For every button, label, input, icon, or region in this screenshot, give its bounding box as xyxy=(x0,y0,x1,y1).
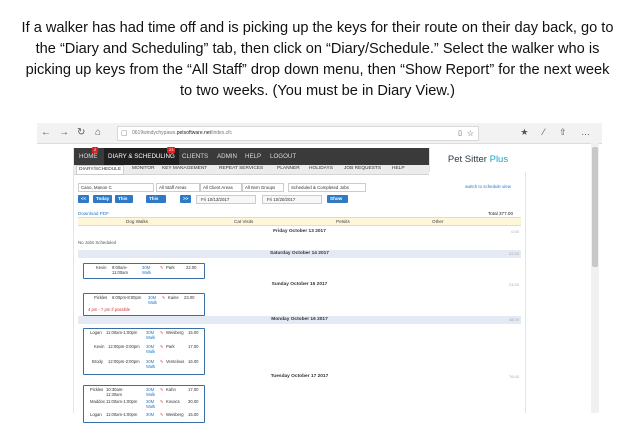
tab-planner[interactable]: PLANNER xyxy=(277,166,300,171)
job-card-mon[interactable]: Logan 11:00am-1:00pm 30M ✎ Weisberg 15.00 Walk Kevin 12:00pm-2:00pm 30M ✎ Park 17.00 Walk Brody 12:00pm-2:00pm 30M ✎ Ventelous 16.00 Walk xyxy=(83,328,205,375)
day-header-fri: Friday October 13 2017 0.00 xyxy=(273,229,519,234)
show-report-button[interactable]: Show Report xyxy=(327,195,348,203)
col-dog-walks: Dog Walks xyxy=(126,219,149,224)
this-month-button[interactable]: This Month xyxy=(146,195,166,203)
staff-areas-select[interactable]: All Staff Areas xyxy=(156,183,200,192)
date-to-field[interactable]: Fri 10/20/2017 xyxy=(262,195,322,204)
job-line[interactable]: Logan 11:00am-1:00pm 30M ✎ Weisberg 15.00 xyxy=(90,330,199,335)
nav-clients[interactable]: CLIENTS xyxy=(182,153,209,160)
favorite-star-icon[interactable]: ☆ xyxy=(466,129,474,138)
job-card-tue[interactable]: Pickles 10:30am-11:30am 30M ✎ Kahn 17.00 Walk Maddox 11:00am-1:00pm 30M ✎ Kovacs 30.00 Walk Logan 11:00am-1:00pm 30M ✎ Weisberg 15.00 xyxy=(83,385,205,423)
this-week-button[interactable]: This Week xyxy=(115,195,133,203)
nav-logout[interactable]: LOGOUT xyxy=(270,153,297,160)
nav-diary-scheduling[interactable]: DIARY & SCHEDULING xyxy=(104,148,179,165)
day-header-sun: Sunday October 15 2017 23.00 xyxy=(271,282,519,287)
job-line[interactable]: Kevin 12:00pm-2:00pm 30M ✎ Park 17.00 xyxy=(94,344,199,349)
diary-badge: 23 xyxy=(169,147,174,152)
job-line[interactable]: Pickles 6:00pm-8:00pm 30M ✎ Kaine 23.00 xyxy=(94,295,195,300)
job-line[interactable]: Maddox 11:00am-1:00pm 30M ✎ Kovacs 30.00 xyxy=(90,399,199,404)
paw-icon: ✎ xyxy=(160,359,164,364)
jobs-select[interactable]: Scheduled & Completed Jobs xyxy=(288,183,366,192)
back-icon[interactable]: ← xyxy=(41,127,51,138)
browser-toolbar xyxy=(37,123,602,144)
staff-select[interactable]: Cano, Manon C xyxy=(78,183,154,192)
col-cat-visits: Cat Visits xyxy=(234,219,254,224)
home-badge: 2 xyxy=(94,147,97,152)
tab-help[interactable]: HELP xyxy=(392,166,405,171)
lock-icon: ▢ xyxy=(121,130,128,137)
download-pdf-link[interactable]: Download PDF xyxy=(78,211,109,216)
paw-icon: ✎ xyxy=(160,265,164,270)
day-header-mon: Monday October 16 2017 48.00 xyxy=(78,316,521,324)
browser-action-icons[interactable]: ★ ⁄ ⇧ … xyxy=(520,127,596,137)
paw-icon: ✎ xyxy=(162,295,166,300)
day-header-sat: Saturday October 14 2017 22.00 xyxy=(78,250,521,258)
tab-repeat-services[interactable]: REPEAT SERVICES xyxy=(219,166,264,171)
address-url: 0619windychypaws.petsoftware.net/index.cfc xyxy=(132,130,233,136)
client-areas-select[interactable]: All Client Areas xyxy=(200,183,242,192)
instruction-text: If a walker has had time off and is picking up the keys for their route on their day back, go to the “Diary and Scheduling” tab, then click on “Diary/Schedule.” Select the walker who is picking up keys from the “All Staff” drop down menu, then “Show Report” for the next week to two weeks. (You must be in Diary View.) xyxy=(21,20,614,99)
day-header-tue: Tuesday October 17 2017 76.00 xyxy=(270,374,519,379)
forward-icon[interactable]: → xyxy=(59,127,69,138)
nav-home[interactable]: HOME xyxy=(79,153,98,160)
tab-key-management[interactable]: KEY MANAGEMENT xyxy=(162,166,208,171)
col-petsits: Petsits xyxy=(336,219,350,224)
tab-holidays[interactable]: HOLIDAYS xyxy=(309,166,333,171)
nav-help[interactable]: HELP xyxy=(245,153,262,160)
switch-schedule-view-link[interactable]: switch to schedule view xyxy=(465,184,511,189)
tab-diary-schedule[interactable]: DIARY/SCHEDULE xyxy=(76,165,124,175)
brand-logo: Pet Sitter Plus xyxy=(429,148,526,172)
job-line[interactable]: Pickles 10:30am-11:30am 30M ✎ Kahn 17.00 xyxy=(90,387,199,397)
no-jobs-text: No Jobs Scheduled xyxy=(78,240,117,245)
item-groups-select[interactable]: All Item Groups xyxy=(242,183,284,192)
col-other: Other xyxy=(432,219,444,224)
page-scrollbar[interactable] xyxy=(591,143,599,413)
column-header-row xyxy=(78,217,521,226)
job-card-sat[interactable]: Kevin 9:00am-11:00am 30M ✎ Park 22.00 Walk xyxy=(83,263,205,279)
next-button[interactable]: >> xyxy=(180,195,191,203)
home-icon[interactable]: ⌂ xyxy=(95,127,102,138)
nav-admin[interactable]: ADMIN xyxy=(217,153,237,160)
address-bar[interactable] xyxy=(117,126,479,141)
date-from-field[interactable]: Fri 10/13/2017 xyxy=(196,195,256,204)
report-total: Total 377.00 xyxy=(488,211,514,216)
app-page xyxy=(73,147,526,417)
job-card-sun[interactable]: Pickles 6:00pm-8:00pm 30M ✎ Kaine 23.00 Walk 4 pm - 7 pm if possible xyxy=(83,293,205,316)
scrollbar-thumb[interactable] xyxy=(592,147,598,267)
tab-monitor[interactable]: MONITOR xyxy=(132,166,155,171)
refresh-icon[interactable]: ↻ xyxy=(77,127,86,138)
prev-button[interactable]: << xyxy=(78,195,89,203)
today-button[interactable]: Today xyxy=(93,195,112,203)
reading-view-icon[interactable]: ▯ xyxy=(458,130,462,137)
job-line[interactable]: Kevin 9:00am-11:00am 30M ✎ Park 22.00 xyxy=(96,265,197,275)
tab-job-requests[interactable]: JOB REQUESTS xyxy=(344,166,382,171)
paw-icon: ✎ xyxy=(160,330,164,335)
paw-icon: ✎ xyxy=(160,344,164,349)
paw-icon: ✎ xyxy=(160,412,164,417)
job-line[interactable]: Brody 12:00pm-2:00pm 30M ✎ Ventelous 16.00 xyxy=(92,359,199,364)
sub-nav xyxy=(74,165,429,175)
paw-icon: ✎ xyxy=(160,387,164,392)
job-line[interactable]: Logan 11:00am-1:00pm 30M ✎ Weisberg 15.00 xyxy=(90,412,199,417)
paw-icon: ✎ xyxy=(160,399,164,404)
